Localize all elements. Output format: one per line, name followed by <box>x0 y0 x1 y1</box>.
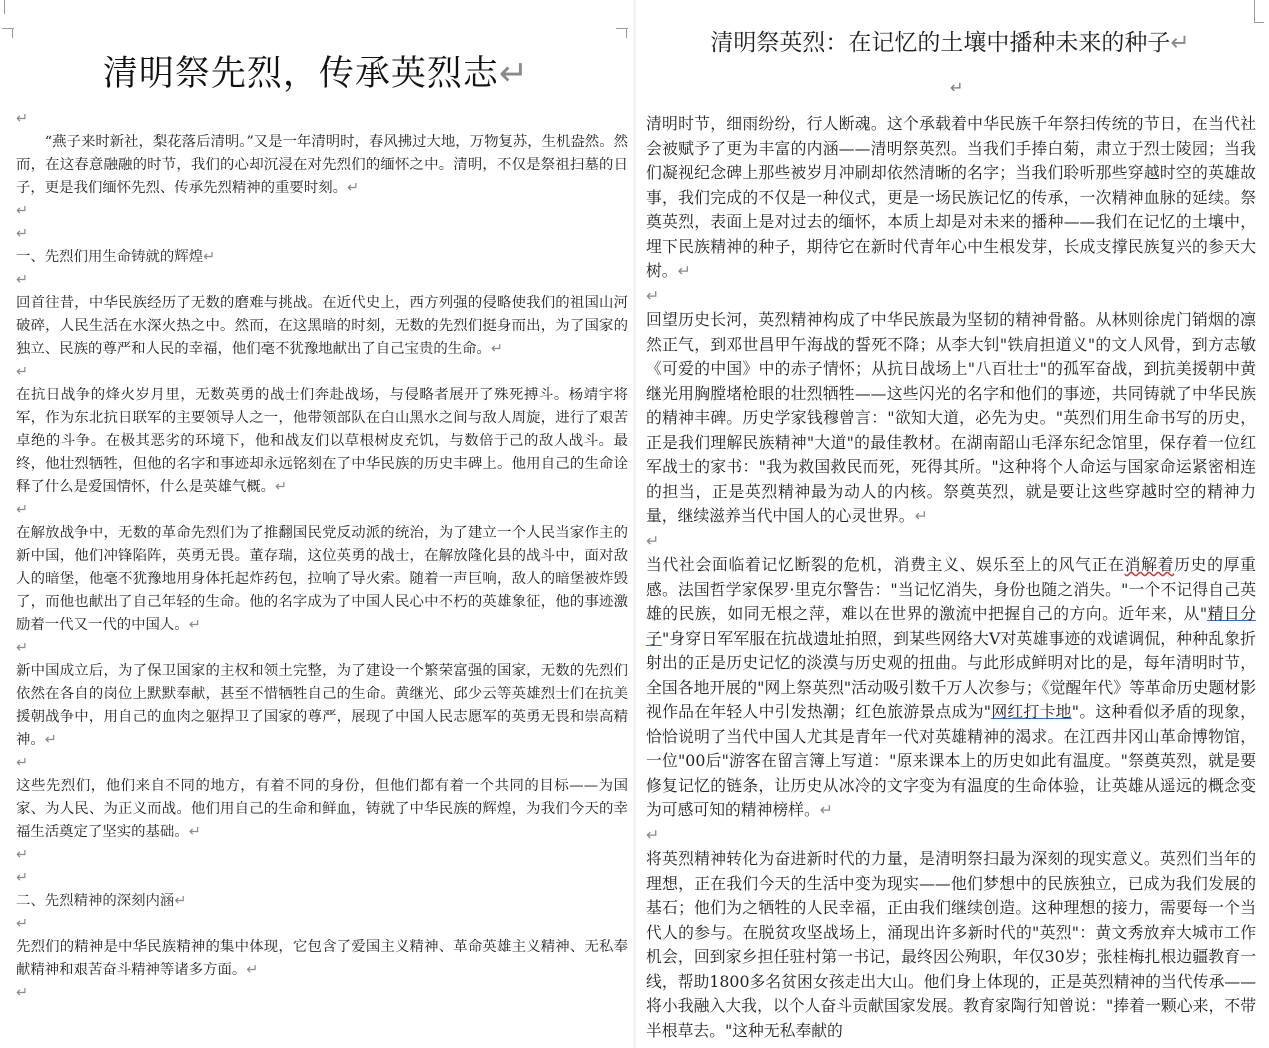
empty-paragraph: ↵ <box>16 364 29 380</box>
right-paragraph-4: 将英烈精神转化为奋进新时代的力量，是清明祭扫最为深刻的现实意义。英烈们当年的理想，正在我们今天的生活中变为现实——他们梦想中的民族独立，已成为我们发展的基石；他们为之牺牲的人民幸福，正由我们继续创造。这种理想的接力，需要每一个当代人的参与。在脱贫攻坚战场上，涌现出许多新时代的"英烈"：黄文秀放弃大城市工作机会，回到家乡担任驻村第一书记，最终因公殉职，年仅30岁；张桂梅扎根边疆教育一线，帮助1800多名贫困女孩走出大山。他们身上体现的，正是英烈精神的当代传承——将小我融入大我，以个人奋斗贡献国家发展。教育家陶行知曾说："捧着一颗心来，不带半根草去。"这种无私奉献的 <box>646 849 1256 1040</box>
left-title-text: 清明祭先烈，传承英烈志 <box>102 54 499 94</box>
left-document-page <box>0 0 632 1000</box>
right-paragraph-2: 回望历史长河，英烈精神构成了中华民族最为坚韧的精神骨骼。从林则徐虎门销烟的凛然正气，到邓世昌甲午海战的誓死不降；从李大钊"铁肩担道义"的文人风骨，到方志敏《可爱的中国》中的赤子情怀；从抗日战场上"八百壮士"的孤军奋战，到抗美援朝中黄继光用胸膛堵枪眼的壮烈牺牲——这些闪光的名字和他们的事迹，共同铸就了中华民族的精神丰碑。历史学家钱穆曾言："欲知大道，必先为史。"英烈们用生命书写的历史，正是我们理解民族精神"大道"的最佳教材。在湖南韶山毛泽东纪念馆里，保存着一位红军战士的家书："我为救国救民而死，死得其所。"这种将个人命运与国家命运紧密相连的担当，正是英烈精神最为动人的内核。祭奠英烈，就是要让这些穿越时空的精神力量，继续滋养当代中国人的心灵世界。↵ <box>646 310 1256 525</box>
empty-paragraph: ↵ <box>16 226 29 242</box>
empty-paragraph: ↵ <box>16 847 29 863</box>
right-paragraph-1: 清明时节，细雨纷纷，行人断魂。这个承载着中华民族千年祭扫传统的节日，在当代社会被赋予了更为丰富的内涵——清明祭英烈。当我们手捧白菊，肃立于烈士陵园；当我们凝视纪念碑上那些被岁月冲刷却依然清晰的名字；当我们聆听那些穿越时空的英雄故事，我们完成的不仅是一种仪式，更是一场民族记忆的传承，一次精神血脉的延续。祭奠英烈，表面上是对过去的缅怀，本质上却是对未来的播种——我们在记忆的土壤中，埋下民族精神的种子，期待它在新时代青年心中生根发芽，长成支撑民族复兴的参天大树。↵ <box>646 114 1256 280</box>
right-title-text: 清明祭英烈：在记忆的土壤中播种未来的种子 <box>710 30 1171 56</box>
left-paragraph-3: 在解放战争中，无数的革命先烈们为了推翻国民党反动派的统治，为了建立一个人民当家作主的新中国，他们冲锋陷阵，英勇无畏。董存瑞，这位英勇的战士，在解放隆化县的战斗中，面对敌人的暗堡，他毫不犹豫地用身体托起炸药包，拉响了导火索。随着一声巨响，敌人的暗堡被炸毁了，而他也献出了自己年轻的生命。他的名字成为了中国人民心中不朽的英雄象征，他的事迹激励着一代又一代的中国人。↵ <box>16 525 628 633</box>
left-document-body[interactable] <box>16 108 628 1000</box>
left-paragraph-6: 先烈们的精神是中华民族精神的集中体现，它包含了爱国主义精神、革命英雄主义精神、无私奉献精神和艰苦奋斗精神等诸多方面。↵ <box>16 939 628 978</box>
crop-mark <box>1254 22 1264 23</box>
crop-mark <box>4 0 5 14</box>
right-document-page <box>636 0 1264 1048</box>
empty-paragraph: ↵ <box>16 870 29 886</box>
empty-paragraph: ↵ <box>646 285 660 305</box>
left-intro-paragraph: “燕子来时新社，梨花落后清明。”又是一年清明时，春风拂过大地，万物复苏，生机盎然。然而，在这春意融融的时节，我们的心却沉浸在对先烈们的缅怀之中。清明，不仅是祭祖扫墓的日子，更是我们缅怀先烈、传承先烈精神的重要时刻。↵ <box>16 134 628 196</box>
left-paragraph-1: 回首往昔，中华民族经历了无数的磨难与挑战。在近代史上，西方列强的侵略使我们的祖国山河破碎，人民生活在水深火热之中。然而，在这黑暗的时刻，无数的先烈们挺身而出，为了国家的独立、民族的尊严和人民的幸福，他们毫不犹豫地献出了自己宝贵的生命。↵ <box>16 295 628 357</box>
right-paragraph-3: 当代社会面临着记忆断裂的危机，消费主义、娱乐至上的风气正在消解着历史的厚重感。法国哲学家保罗·里克尔警告："当记忆消失，身份也随之消失。"一个不记得自己英雄的民族，如同无根之萍，难以在世界的激流中把握自己的方向。近年来，从"精日分子"身穿日军军服在抗战遗址拍照，到某些网络大V对英雄事迹的戏谑调侃，种种乱象折射出的正是历史记忆的淡漠与历史观的扭曲。与此形成鲜明对比的是，每年清明时节，全国各地开展的"网上祭英烈"活动吸引数千万人次参与；《觉醒年代》等革命历史题材影视作品在年轻人中引发热潮；红色旅游景点成为"网红打卡地"。这种看似矛盾的现象，恰恰说明了当代中国人尤其是青年一代对英雄精神的渴求。在江西井冈山革命博物馆，一位"00后"游客在留言簿上写道："原来课本上的历史如此有温度。"祭奠英烈，就是要修复记忆的链条，让历史从冰冷的文字变为有温度的生命体验，让英雄从遥远的概念变为可感可知的精神榜样。↵ <box>646 555 1256 819</box>
empty-paragraph: ↵ <box>646 824 660 844</box>
grammar-flag[interactable]: 精日分子 <box>646 604 1256 648</box>
crop-mark <box>626 28 627 38</box>
empty-paragraph: ↵ <box>16 755 29 771</box>
crop-mark <box>12 28 13 38</box>
right-document-title[interactable] <box>636 26 1264 60</box>
left-section-heading-2: 二、先烈精神的深刻内涵↵ <box>16 893 187 909</box>
empty-paragraph: ↵ <box>16 985 29 1000</box>
left-paragraph-5: 这些先烈们，他们来自不同的地方，有着不同的身份，但他们都有着一个共同的目标——为国家、为人民、为正义而战。他们用自己的生命和鲜血，铸就了中华民族的辉煌，为我们今天的幸福生活奠定了坚实的基础。↵ <box>16 778 628 840</box>
empty-paragraph: ↵ <box>16 502 29 518</box>
empty-paragraph: ↵ <box>16 111 29 127</box>
empty-paragraph: ↵ <box>646 530 660 550</box>
crop-mark <box>1254 0 1255 22</box>
left-paragraph-4: 新中国成立后，为了保卫国家的主权和领土完整，为了建设一个繁荣富强的国家，无数的先烈们依然在各自的岗位上默默奉献，甚至不惜牺牲自己的生命。黄继光、邱少云等英雄烈士们在抗美援朝战争中，用自己的血肉之躯捍卫了国家的尊严，展现了中国人民志愿军的英勇无畏和崇高精神。↵ <box>16 663 628 748</box>
spellcheck-flag[interactable]: 消解着 <box>1124 555 1175 574</box>
paragraph-mark: ↵ <box>950 78 964 97</box>
left-document-title[interactable] <box>0 50 632 98</box>
left-paragraph-2: 在抗日战争的烽火岁月里，无数英勇的战士们奔赴战场，与侵略者展开了殊死搏斗。杨靖宇将军，作为东北抗日联军的主要领导人之一，他带领部队在白山黑水之间与敌人周旋，进行了艰苦卓绝的斗争。在极其恶劣的环境下，他和战友们以草根树皮充饥，与数倍于己的敌人战斗。最终，他壮烈牺牲，但他的名字和事迹却永远铭刻在了中华民族的历史丰碑上。他用自己的生命诠释了什么是爱国情怀，什么是英雄气概。↵ <box>16 387 628 495</box>
paragraph-mark: ↵ <box>498 54 530 94</box>
empty-paragraph: ↵ <box>16 916 29 932</box>
empty-paragraph: ↵ <box>16 640 29 656</box>
right-document-body[interactable] <box>646 112 1256 1043</box>
left-section-heading-1: 一、先烈们用生命铸就的辉煌↵ <box>16 249 216 265</box>
grammar-flag[interactable]: 网红打卡地 <box>991 702 1072 721</box>
empty-paragraph: ↵ <box>16 203 29 219</box>
paragraph-mark: ↵ <box>1170 30 1190 56</box>
empty-paragraph: ↵ <box>16 272 29 288</box>
